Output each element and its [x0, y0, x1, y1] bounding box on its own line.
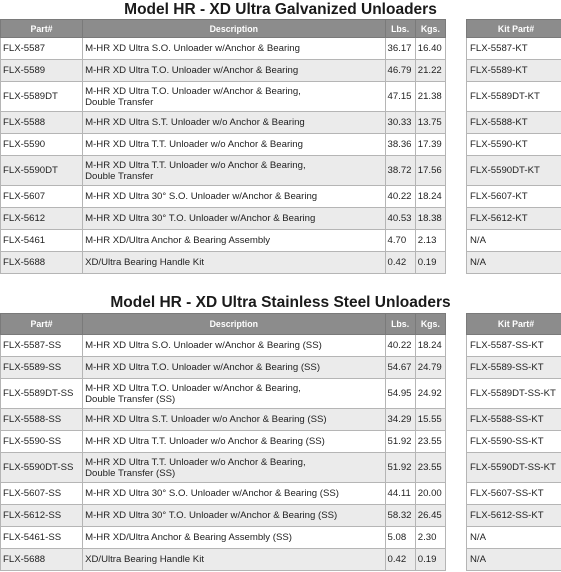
description-line: M-HR XD Ultra 30° S.O. Unloader w/Anchor & Bearing (SS) [85, 488, 339, 499]
description-cell [83, 549, 385, 571]
description-line: M-HR XD Ultra T.O. Unloader w/Anchor & Bearing (SS) [85, 362, 321, 373]
stainless-unloaders-table [0, 313, 446, 571]
table-row [1, 379, 446, 409]
part-number-cell: FLX-5589-SS [1, 357, 83, 379]
stainless-kit-table [466, 313, 561, 571]
table-row [467, 252, 561, 274]
lbs-cell: 4.70 [385, 230, 415, 252]
part-number-cell: FLX-5612-SS [1, 505, 83, 527]
table-row [1, 60, 446, 82]
description-cell [83, 134, 385, 156]
description-line: M-HR XD Ultra 30° T.O. Unloader w/Anchor & Bearing [85, 213, 316, 224]
kit-part-cell: FLX-5590DT-SS-KT [467, 453, 561, 483]
kit-part-cell: N/A [467, 252, 561, 274]
description-line: Double Transfer [85, 170, 154, 182]
lbs-cell: 34.29 [385, 409, 415, 431]
table-row [467, 409, 561, 431]
table-row [467, 379, 561, 409]
kgs-cell: 20.00 [415, 483, 445, 505]
kit-part-cell: FLX-5612-KT [467, 208, 561, 230]
part-number-cell: FLX-5589 [1, 60, 83, 82]
header-lbs: Lbs. [385, 314, 415, 335]
table-row [1, 82, 446, 112]
lbs-cell: 40.22 [385, 186, 415, 208]
table-row [467, 112, 561, 134]
description-cell [83, 252, 385, 274]
lbs-cell: 40.22 [385, 335, 415, 357]
kgs-cell: 21.38 [415, 82, 445, 112]
kgs-cell: 2.13 [415, 230, 445, 252]
description-line: M-HR XD Ultra T.O. Unloader w/Anchor & Bearing, [85, 382, 301, 394]
part-number-cell: FLX-5688 [1, 252, 83, 274]
kit-part-cell: FLX-5589-KT [467, 60, 561, 82]
kit-part-cell: FLX-5607-KT [467, 186, 561, 208]
kgs-cell: 17.39 [415, 134, 445, 156]
lbs-cell: 51.92 [385, 431, 415, 453]
table-row [1, 549, 446, 571]
description-cell [83, 409, 385, 431]
table-row [1, 112, 446, 134]
table-row [1, 409, 446, 431]
table-row [1, 357, 446, 379]
description-line: M-HR XD Ultra T.O. Unloader w/Anchor & Bearing, [85, 85, 301, 97]
header-kgs: Kgs. [415, 20, 445, 38]
kit-part-cell: FLX-5612-SS-KT [467, 505, 561, 527]
table-row [467, 527, 561, 549]
description-cell [83, 38, 385, 60]
part-number-cell: FLX-5461-SS [1, 527, 83, 549]
description-line: Double Transfer [85, 96, 154, 108]
table-row [467, 156, 561, 186]
lbs-cell: 40.53 [385, 208, 415, 230]
section-title-galvanized: Model HR - XD Ultra Galvanized Unloaders [124, 1, 437, 18]
description-cell [83, 112, 385, 134]
kgs-cell: 2.30 [415, 527, 445, 549]
part-number-cell: FLX-5589DT-SS [1, 379, 83, 409]
description-line: M-HR XD Ultra S.T. Unloader w/o Anchor & Bearing [85, 117, 305, 128]
table-row [467, 431, 561, 453]
table-row [467, 230, 561, 252]
description-line: M-HR XD Ultra T.T. Unloader w/o Anchor & Bearing (SS) [85, 436, 325, 447]
kit-part-cell: FLX-5588-KT [467, 112, 561, 134]
table-row [467, 134, 561, 156]
kgs-cell: 18.38 [415, 208, 445, 230]
part-number-cell: FLX-5588-SS [1, 409, 83, 431]
description-cell [83, 335, 385, 357]
header-kit-part: Kit Part# [467, 20, 561, 38]
description-line: M-HR XD/Ultra Anchor & Bearing Assembly (SS) [85, 532, 292, 543]
description-cell [83, 431, 385, 453]
part-number-cell: FLX-5589DT [1, 82, 83, 112]
description-cell [83, 379, 385, 409]
kgs-cell: 23.55 [415, 431, 445, 453]
description-line: M-HR XD Ultra T.T. Unloader w/o Anchor & Bearing [85, 139, 303, 150]
kit-part-cell: FLX-5589-SS-KT [467, 357, 561, 379]
header-description: Description [83, 314, 385, 335]
lbs-cell: 30.33 [385, 112, 415, 134]
description-cell [83, 483, 385, 505]
table-row [467, 357, 561, 379]
description-cell [83, 357, 385, 379]
description-cell [83, 156, 385, 186]
table-row [1, 505, 446, 527]
table-row [467, 453, 561, 483]
description-line: XD/Ultra Bearing Handle Kit [85, 554, 204, 565]
table-row [1, 156, 446, 186]
kgs-cell: 0.19 [415, 252, 445, 274]
part-number-cell: FLX-5587-SS [1, 335, 83, 357]
kit-part-cell: FLX-5587-KT [467, 38, 561, 60]
table-row [1, 208, 446, 230]
lbs-cell: 54.67 [385, 357, 415, 379]
table-row [1, 483, 446, 505]
lbs-cell: 44.11 [385, 483, 415, 505]
table-row [1, 252, 446, 274]
description-cell [83, 453, 385, 483]
lbs-cell: 38.72 [385, 156, 415, 186]
table-row [467, 186, 561, 208]
header-kit-part: Kit Part# [467, 314, 561, 335]
table-row [467, 208, 561, 230]
table-row [467, 60, 561, 82]
kit-part-cell: FLX-5588-SS-KT [467, 409, 561, 431]
lbs-cell: 36.17 [385, 38, 415, 60]
kit-part-cell: FLX-5590-KT [467, 134, 561, 156]
part-number-cell: FLX-5590DT [1, 156, 83, 186]
description-line: M-HR XD Ultra T.T. Unloader w/o Anchor & Bearing, [85, 456, 306, 468]
kit-part-cell: N/A [467, 527, 561, 549]
kit-part-cell: FLX-5607-SS-KT [467, 483, 561, 505]
part-number-cell: FLX-5587 [1, 38, 83, 60]
kgs-cell: 18.24 [415, 335, 445, 357]
lbs-cell: 54.95 [385, 379, 415, 409]
table-row [1, 527, 446, 549]
lbs-cell: 0.42 [385, 252, 415, 274]
part-number-cell: FLX-5612 [1, 208, 83, 230]
kgs-cell: 21.22 [415, 60, 445, 82]
part-number-cell: FLX-5590 [1, 134, 83, 156]
table-row [1, 134, 446, 156]
part-number-cell: FLX-5590-SS [1, 431, 83, 453]
table-row [467, 38, 561, 60]
lbs-cell: 51.92 [385, 453, 415, 483]
description-cell [83, 60, 385, 82]
kgs-cell: 26.45 [415, 505, 445, 527]
part-number-cell: FLX-5588 [1, 112, 83, 134]
header-part: Part# [1, 20, 83, 38]
kgs-cell: 15.55 [415, 409, 445, 431]
kgs-cell: 13.75 [415, 112, 445, 134]
description-cell [83, 230, 385, 252]
kgs-cell: 24.79 [415, 357, 445, 379]
part-number-cell: FLX-5607 [1, 186, 83, 208]
part-number-cell: FLX-5590DT-SS [1, 453, 83, 483]
header-kgs: Kgs. [415, 314, 445, 335]
lbs-cell: 46.79 [385, 60, 415, 82]
lbs-cell: 38.36 [385, 134, 415, 156]
kit-part-cell: N/A [467, 230, 561, 252]
description-line: M-HR XD Ultra S.O. Unloader w/Anchor & Bearing [85, 43, 300, 54]
kgs-cell: 17.56 [415, 156, 445, 186]
kit-part-cell: FLX-5589DT-SS-KT [467, 379, 561, 409]
lbs-cell: 0.42 [385, 549, 415, 571]
header-description: Description [83, 20, 385, 38]
description-line: Double Transfer (SS) [85, 467, 176, 479]
kit-part-cell: FLX-5590-SS-KT [467, 431, 561, 453]
kgs-cell: 24.92 [415, 379, 445, 409]
galvanized-unloaders-table [0, 19, 446, 274]
table-row [1, 453, 446, 483]
table-row [1, 431, 446, 453]
description-cell [83, 505, 385, 527]
table-row [467, 549, 561, 571]
kit-part-cell: FLX-5590DT-KT [467, 156, 561, 186]
kgs-cell: 0.19 [415, 549, 445, 571]
part-number-cell: FLX-5461 [1, 230, 83, 252]
table-row [467, 335, 561, 357]
description-line: Double Transfer (SS) [85, 393, 176, 405]
kit-part-cell: N/A [467, 549, 561, 571]
part-number-cell: FLX-5607-SS [1, 483, 83, 505]
kit-part-cell: FLX-5587-SS-KT [467, 335, 561, 357]
lbs-cell: 58.32 [385, 505, 415, 527]
table-row [467, 82, 561, 112]
description-cell [83, 82, 385, 112]
header-part: Part# [1, 314, 83, 335]
description-line: M-HR XD Ultra S.T. Unloader w/o Anchor & Bearing (SS) [85, 414, 327, 425]
description-cell [83, 186, 385, 208]
table-row [467, 505, 561, 527]
section-title-stainless: Model HR - XD Ultra Stainless Steel Unloaders [110, 294, 451, 311]
part-number-cell: FLX-5688 [1, 549, 83, 571]
description-cell [83, 527, 385, 549]
kgs-cell: 23.55 [415, 453, 445, 483]
description-line: M-HR XD Ultra T.T. Unloader w/o Anchor & Bearing, [85, 159, 306, 171]
description-line: M-HR XD/Ultra Anchor & Bearing Assembly [85, 235, 271, 246]
table-row [1, 186, 446, 208]
header-lbs: Lbs. [385, 20, 415, 38]
table-row [467, 483, 561, 505]
kgs-cell: 16.40 [415, 38, 445, 60]
table-row [1, 230, 446, 252]
lbs-cell: 5.08 [385, 527, 415, 549]
table-row [1, 335, 446, 357]
kgs-cell: 18.24 [415, 186, 445, 208]
description-cell [83, 208, 385, 230]
lbs-cell: 47.15 [385, 82, 415, 112]
description-line: M-HR XD Ultra T.O. Unloader w/Anchor & Bearing [85, 65, 299, 76]
table-row [1, 38, 446, 60]
description-line: M-HR XD Ultra 30° T.O. Unloader w/Anchor & Bearing (SS) [85, 510, 338, 521]
description-line: M-HR XD Ultra 30° S.O. Unloader w/Anchor & Bearing [85, 191, 318, 202]
description-line: XD/Ultra Bearing Handle Kit [85, 257, 204, 268]
kit-part-cell: FLX-5589DT-KT [467, 82, 561, 112]
description-line: M-HR XD Ultra S.O. Unloader w/Anchor & Bearing (SS) [85, 340, 322, 351]
galvanized-kit-table [466, 19, 561, 274]
